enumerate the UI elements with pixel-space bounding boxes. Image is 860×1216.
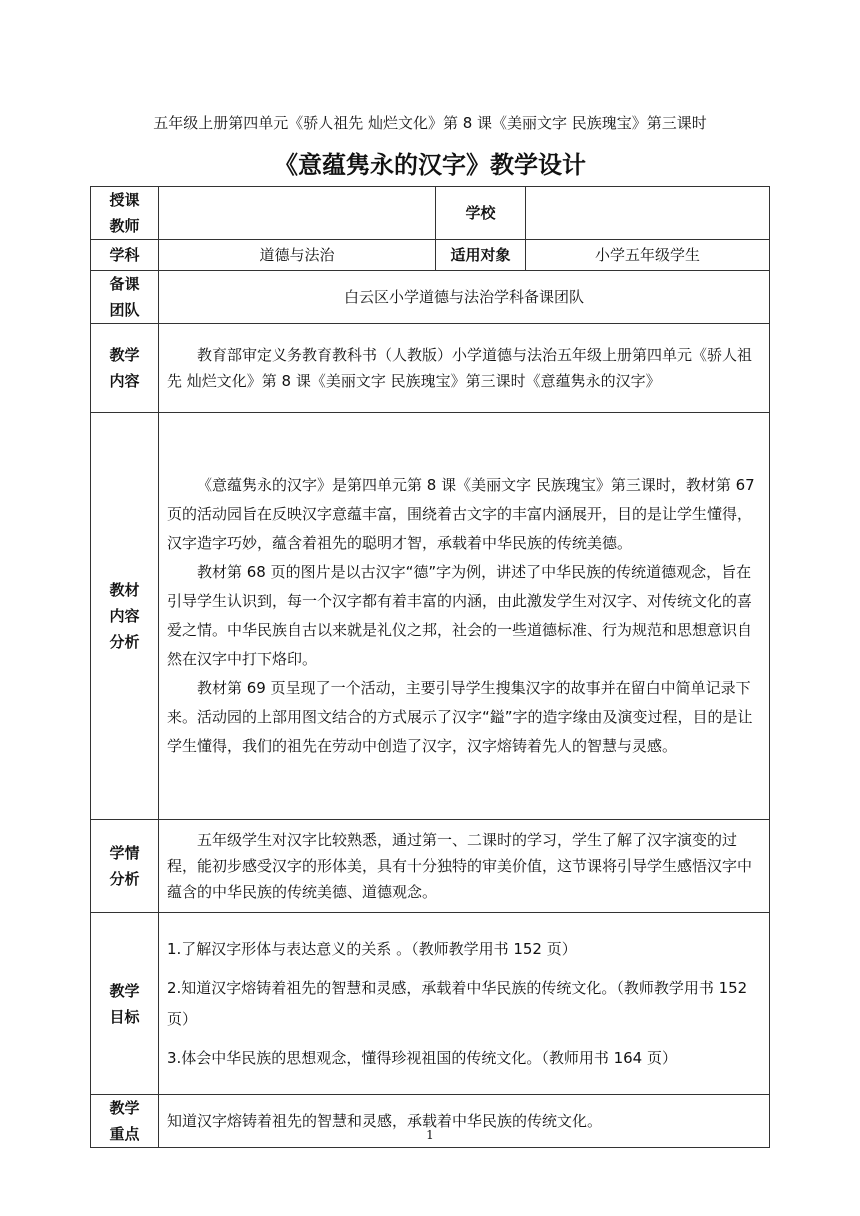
student-label: 学情 分析: [91, 820, 159, 913]
table-row-content: [91, 324, 770, 413]
student-paragraph: 五年级学生对汉字比较熟悉，通过第一、二课时的学习，学生了解了汉字演变的过程，能初步感受汉字的形体美，具有十分独特的审美价值，这节课将引导学生感悟汉字中蕴含的中华民族的传统美德、道德观念。: [167, 831, 753, 901]
team-label: 备课 团队: [91, 271, 159, 324]
teacher-label: 授课 教师: [91, 187, 159, 240]
lesson-plan-table: [90, 186, 770, 1148]
audience-value: 小学五年级学生: [526, 240, 770, 271]
content-paragraph: 教育部审定义务教育教科书（人教版）小学道德与法治五年级上册第四单元《骄人祖先 灿烂文化》第 8 课《美丽文字 民族瑰宝》第三课时《意蕴隽永的汉字》: [167, 346, 753, 390]
content-value: [159, 324, 770, 413]
document-title: 《意蕴隽永的汉字》教学设计: [274, 151, 586, 179]
goal-item-1: 1.了解汉字形体与表达意义的关系 。（教师教学用书 152 页）: [167, 939, 577, 958]
analysis-paragraph-2: 教材第 68 页的图片是以古汉字“德”字为例，讲述了中华民族的传统道德观念，旨在引导学生认识到，每一个汉字都有着丰富的内涵，由此激发学生对汉字、对传统文化的喜爱之情。中华民族自古以来就是礼仪之邦，社会的一些道德标准、行为规范和思想意识自然在汉字中打下烙印。: [167, 563, 753, 668]
subject-label: 学科: [91, 240, 159, 271]
table-row-team: [91, 271, 770, 324]
subject-value: 道德与法治: [159, 240, 436, 271]
goals-label: 教学 目标: [91, 913, 159, 1095]
analysis-value: [159, 413, 770, 820]
analysis-paragraph-3: 教材第 69 页呈现了一个活动，主要引导学生搜集汉字的故事并在留白中简单记录下来。活动园的上部用图文结合的方式展示了汉字“鎰”字的造字缘由及演变过程，目的是让学生懂得，我们的祖先在劳动中创造了汉字，汉字熔铸着先人的智慧与灵感。: [167, 679, 753, 755]
analysis-paragraph-1: 《意蕴隽永的汉字》是第四单元第 8 课《美丽文字 民族瑰宝》第三课时，教材第 67 页的活动园旨在反映汉字意蕴丰富，围绕着古文字的丰富内涵展开，目的是让学生懂得，汉字造字巧妙，蕴含着祖先的聪明才智，承载着中华民族的传统美德。: [167, 476, 755, 552]
key-label: 教学 重点: [91, 1095, 159, 1148]
page-number: 1: [426, 1128, 434, 1142]
audience-label: 适用对象: [436, 240, 526, 271]
goal-item-2: 2.知道汉字熔铸着祖先的智慧和灵感，承载着中华民族的传统文化。（教师教学用书 152 页）: [167, 978, 748, 1028]
table-row-student: [91, 820, 770, 913]
document-subtitle: 五年级上册第四单元《骄人祖先 灿烂文化》第 8 课《美丽文字 民族瑰宝》第三课时: [153, 114, 707, 132]
school-label: 学校: [436, 187, 526, 240]
table-row-subject: [91, 240, 770, 271]
content-label: 教学 内容: [91, 324, 159, 413]
key-value: 知道汉字熔铸着祖先的智慧和灵感，承载着中华民族的传统文化。: [159, 1095, 770, 1148]
table-row-teacher: [91, 187, 770, 240]
goals-value: [159, 913, 770, 1095]
analysis-label: 教材 内容 分析: [91, 413, 159, 820]
goal-item-3: 3.体会中华民族的思想观念，懂得珍视祖国的传统文化。（教师用书 164 页）: [167, 1048, 677, 1067]
table-row-goals: [91, 913, 770, 1095]
team-value: 白云区小学道德与法治学科备课团队: [159, 271, 770, 324]
school-value: [526, 187, 770, 240]
student-value: [159, 820, 770, 913]
teacher-value: [159, 187, 436, 240]
table-row-analysis: [91, 413, 770, 820]
